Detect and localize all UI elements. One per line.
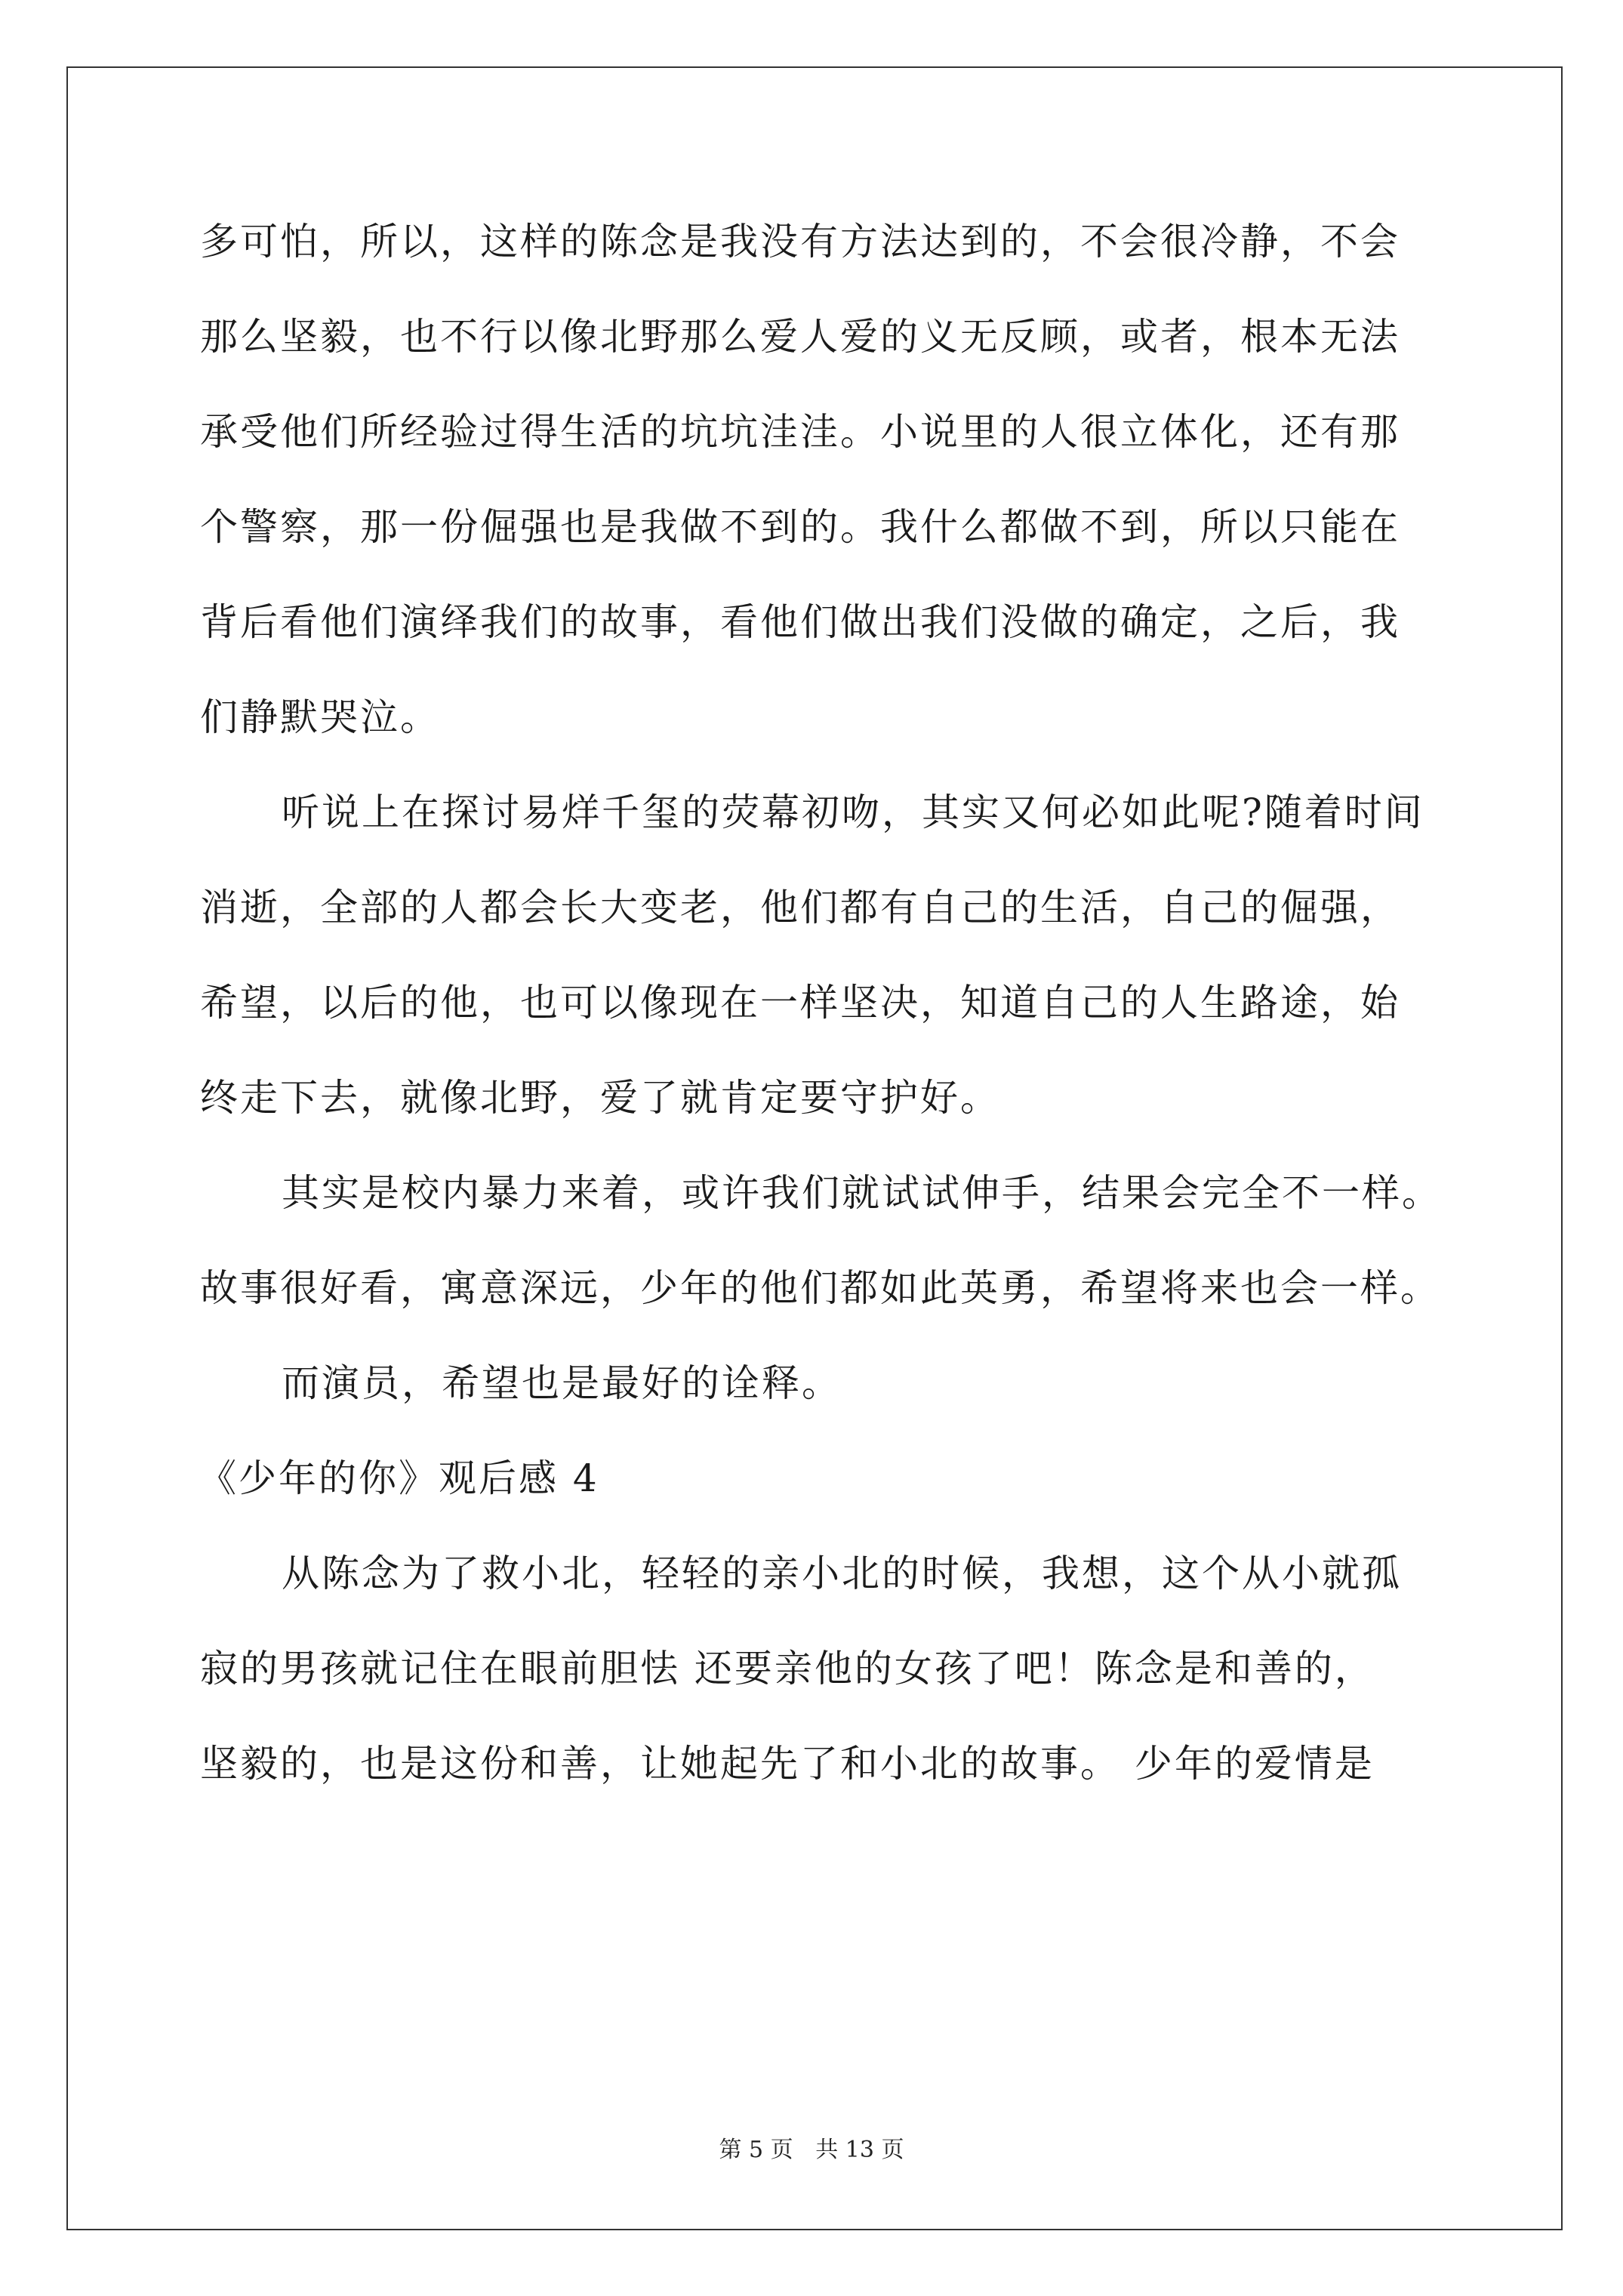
text-line: 个警察，那一份倔强也是我做不到的。我什么都做不到，所以只能在	[200, 505, 1400, 549]
text-line: 坚毅的，也是这份和善，让她起先了和小北的故事。 少年的爱情是	[200, 1742, 1375, 1786]
page-border	[66, 66, 1563, 2230]
text-line: 承受他们所经验过得生活的坑坑洼洼。小说里的人很立体化，还有那	[200, 410, 1400, 454]
paragraph-start-line: 从陈念为了救小北，轻轻的亲小北的时候，我想，这个从小就孤	[282, 1552, 1402, 1595]
text-line: 那么坚毅，也不行以像北野那么爱人爱的义无反顾，或者，根本无法	[200, 315, 1400, 359]
text-line: 终走下去，就像北野，爱了就肯定要守护好。	[200, 1076, 1000, 1120]
section-heading: 《少年的你》观后感 4	[199, 1456, 599, 1500]
paragraph-start-line: 其实是校内暴力来着，或许我们就试试伸手，结果会完全不一样。	[282, 1171, 1442, 1215]
text-line: 多可怕，所以，这样的陈念是我没有方法达到的，不会很冷静，不会	[200, 220, 1400, 264]
paragraph-start-line: 而演员，希望也是最好的诠释。	[282, 1361, 842, 1405]
text-line: 寂的男孩就记住在眼前胆怯 还要亲他的女孩了吧！陈念是和善的，	[200, 1647, 1375, 1690]
text-line: 希望，以后的他，也可以像现在一样坚决，知道自己的人生路途，始	[200, 981, 1400, 1025]
text-line: 消逝，全部的人都会长大变老，他们都有自己的生活，自己的倔强，	[200, 886, 1400, 929]
text-line: 故事很好看，寓意深远，少年的他们都如此英勇，希望将来也会一样。	[200, 1266, 1440, 1310]
text-line: 背后看他们演绎我们的故事，看他们做出我们没做的确定，之后，我	[200, 600, 1400, 644]
text-line: 们静默哭泣。	[200, 695, 440, 739]
page-number-total: 共 13 页	[815, 2137, 904, 2163]
page-footer	[0, 2135, 1623, 2165]
paragraph-start-line: 听说上在探讨易烊千玺的荧幕初吻，其实又何必如此呢?随着时间	[282, 791, 1424, 834]
page-number-current: 第 5 页	[719, 2137, 793, 2163]
